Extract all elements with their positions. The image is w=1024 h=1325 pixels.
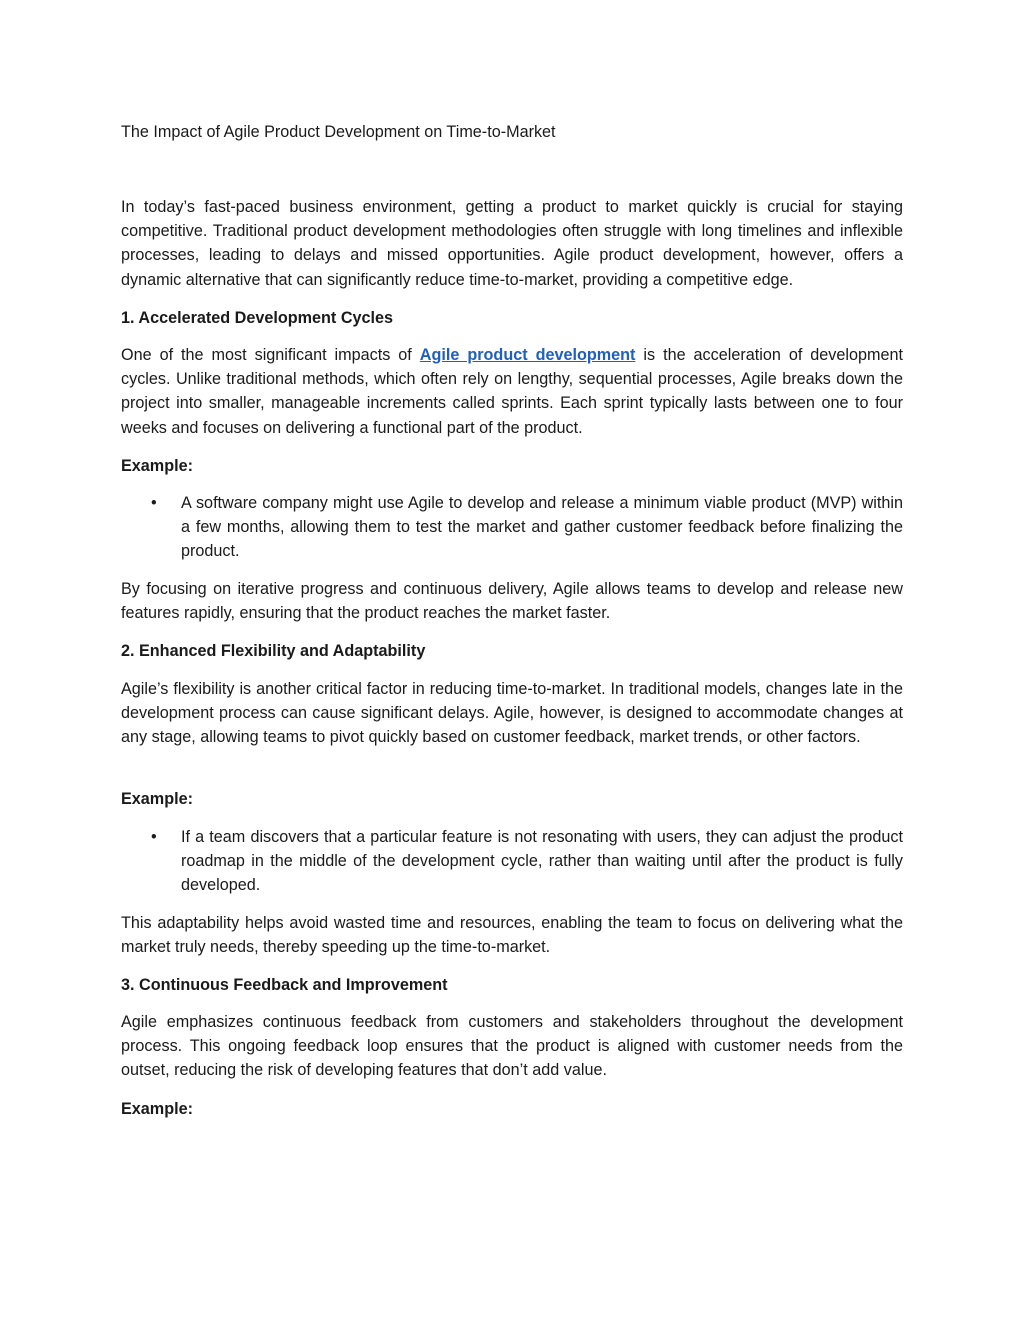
section-1-text-end: is the acceleration of development cycles. Unlike traditional methods, which often rely on lengthy, sequential processes, Agile breaks down the project into smaller, manageable increments called sprints. Each sprint typically lasts between one to four weeks and focuses on delivering a functional part of the product. [121, 346, 903, 437]
section-1-bullet-item: • A software company might use Agile to develop and release a minimum viable product (MVP) within a few months, allowing them to test the market and gather customer feedback before finalizing the product. [121, 491, 903, 564]
section-2-paragraph: Agile’s flexibility is another critical factor in reducing time-to-market. In traditional models, changes late in the development process can cause significant delays. Agile, however, is designed to accommodate changes at any stage, allowing teams to pivot quickly based on customer feedback, market trends, or other factors. [121, 680, 903, 747]
section-2-bullet-item: • If a team discovers that a particular feature is not resonating with users, they can adjust the product roadmap in the middle of the development cycle, rather than waiting until after the product is fully developed. [121, 825, 903, 898]
section-2-example-label: Example: [121, 790, 193, 808]
section-2-closing-paragraph: This adaptability helps avoid wasted time and resources, enabling the team to focus on delivering what the market truly needs, thereby speeding up the time-to-market. [121, 914, 903, 957]
section-1-bullet-list [121, 491, 903, 564]
section-3-example-label: Example: [121, 1100, 193, 1118]
section-2-heading: 2. Enhanced Flexibility and Adaptability [121, 642, 426, 660]
document-title: The Impact of Agile Product Development on Time-to-Market [121, 123, 556, 141]
section-1-heading: 1. Accelerated Development Cycles [121, 309, 394, 327]
section-1-example-label: Example: [121, 457, 193, 475]
agile-product-development-link[interactable]: Agile product development [419, 346, 636, 364]
section-2-bullet-list [121, 825, 903, 898]
section-1-paragraph [121, 343, 903, 440]
intro-paragraph: In today’s fast-paced business environment, getting a product to market quickly is crucial for staying competitive. Traditional product development methodologies often struggle with long timelines and inflexible processes, leading to delays and missed opportunities. Agile product development, however, offers a dynamic alternative that can significantly reduce time-to-market, providing a competitive edge. [121, 198, 903, 289]
section-3-heading: 3. Continuous Feedback and Improvement [121, 976, 448, 994]
section-1-text-start: One of the most significant impacts of [121, 346, 420, 364]
section-1-closing-paragraph: By focusing on iterative progress and continuous delivery, Agile allows teams to develop and release new features rapidly, ensuring that the product reaches the market faster. [121, 580, 903, 623]
section-3-paragraph: Agile emphasizes continuous feedback from customers and stakeholders throughout the development process. This ongoing feedback loop ensures that the product is aligned with customer needs from the outset, reducing the risk of developing features that don’t add value. [121, 1013, 903, 1080]
